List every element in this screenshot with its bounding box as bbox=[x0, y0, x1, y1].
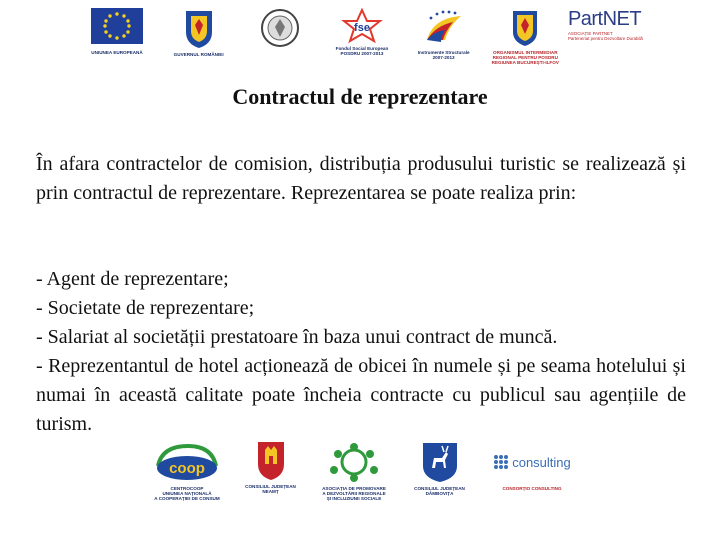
coop-logo-icon bbox=[152, 440, 222, 484]
asociatia-logo bbox=[315, 440, 393, 501]
dambovita-logo bbox=[405, 440, 475, 496]
fse-logo bbox=[323, 8, 401, 56]
eu-logo bbox=[78, 8, 156, 55]
coop-wordmark: coop bbox=[169, 460, 205, 477]
romania-coat-of-arms-icon bbox=[510, 8, 540, 48]
svg-text:fse: fse bbox=[354, 22, 370, 34]
structural-instruments-icon bbox=[419, 8, 469, 48]
people-circle-icon bbox=[325, 440, 383, 484]
dambovita-coat-of-arms-icon bbox=[420, 440, 460, 484]
romania-coat-of-arms-icon bbox=[183, 8, 215, 50]
consulting-logo bbox=[486, 440, 578, 491]
consulting-wordmark: consulting bbox=[512, 454, 571, 470]
asociatia-caption: ASOCIAȚIA DE PROMOVARE A DEZVOLTĂRII REGIONALE ȘI INCLUZIUNII SOCIALE bbox=[322, 486, 386, 501]
header-logos bbox=[78, 8, 648, 78]
eu-flag-icon bbox=[91, 8, 143, 48]
centrocoop-caption: CENTROCOOP UNIUNEA NAȚIONALĂ A COOPERAȚIEI DE CONSUM bbox=[154, 486, 220, 501]
footer-logos bbox=[148, 440, 578, 516]
intro-paragraph: În afara contractelor de comision, distribuția produsului turistic se realizează și prin contractul de reprezentare. Reprezentarea se poate realiza prin: bbox=[36, 153, 686, 204]
list-item: - Salariat al societății prestatoare în baza unui contract de muncă. bbox=[36, 326, 558, 348]
list-item: - Agent de reprezentare; bbox=[36, 268, 229, 290]
representation-list bbox=[36, 265, 686, 439]
partnet-caption: ASOCIAȚIE PARTNET Parteneriat pentru Dezvoltare Durabilă bbox=[567, 31, 643, 41]
centrocoop-logo bbox=[148, 440, 226, 501]
neamt-caption: CONSILIUL JUDEȚEAN NEAMȚ bbox=[245, 484, 296, 494]
oi-caption: ORGANISMUL INTERMEDIAR REGIONAL PENTRU POSDRU REGIUNEA BUCUREȘTI-ILFOV bbox=[491, 50, 559, 65]
dambovita-caption: CONSILIUL JUDEȚEAN DÂMBOVIȚA bbox=[414, 486, 465, 496]
list-item: - Reprezentantul de hotel acționează de obicei în numele și pe seama hotelului și numai în această calitate poate încheia contracte cu publicul sau agențiile de turism. bbox=[36, 355, 686, 435]
fse-caption: Fondul Social European POSDRU 2007-2013 bbox=[335, 46, 389, 56]
is-logo bbox=[405, 8, 483, 60]
seal-icon bbox=[260, 8, 300, 48]
oi-logo bbox=[486, 8, 564, 65]
eu-caption: UNIUNEA EUROPEANĂ bbox=[91, 50, 143, 55]
dots-grid-icon bbox=[493, 454, 509, 470]
page-title: Contractul de reprezentare bbox=[232, 84, 488, 109]
partnet-logo bbox=[568, 8, 648, 41]
neamt-coat-of-arms-icon bbox=[256, 440, 286, 482]
is-caption: Instrumente Structurale 2007-2013 bbox=[417, 50, 470, 60]
fse-star-icon bbox=[340, 8, 384, 44]
consulting-caption: CONSORȚIO CONSULTING bbox=[502, 486, 562, 491]
partnet-wordmark: PartNET bbox=[567, 8, 642, 30]
guvern-logo bbox=[160, 8, 238, 57]
seal-logo bbox=[241, 8, 319, 48]
list-item: - Societate de reprezentare; bbox=[36, 297, 255, 319]
neamt-logo bbox=[238, 440, 304, 494]
guvern-caption: GUVERNUL ROMÂNIEI bbox=[173, 52, 224, 57]
